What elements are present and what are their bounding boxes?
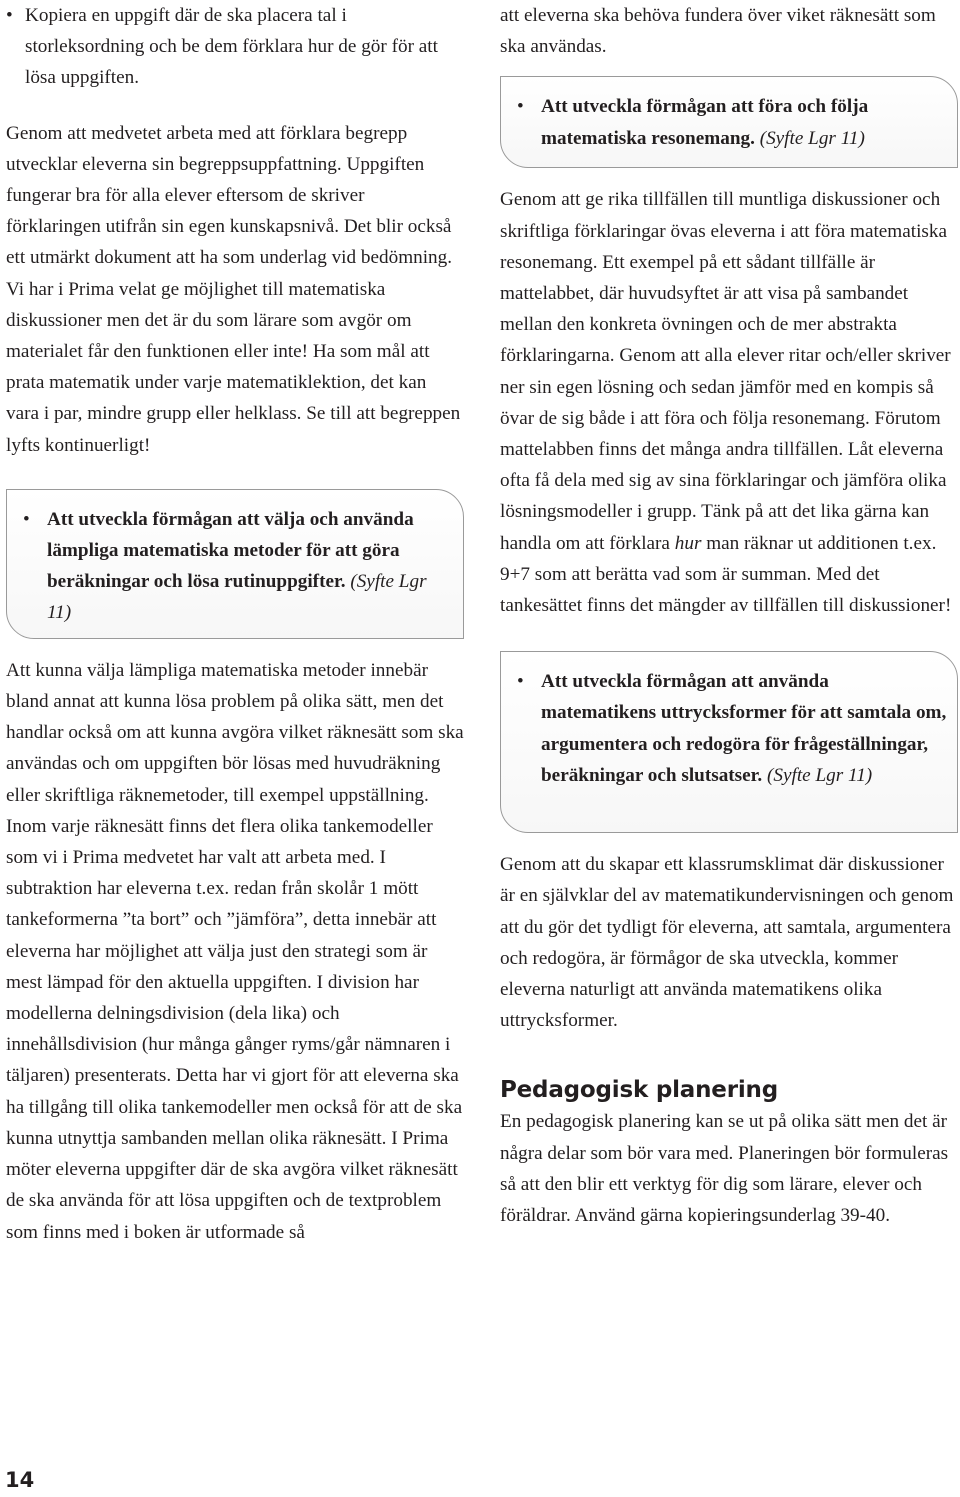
page-number: 14	[5, 1468, 35, 1492]
right-column	[500, 0, 960, 1231]
paragraph-reasoning-start: Genom att ge rika tillfällen till muntliga diskussioner och skriftliga förklaringar övas eleverna i att föra matematiska resonemang. Ett exempel på ett sådant tillfälle är mattelabbet, där huvudsyftet är att visa på sambandet mellan den konkreta övningen och de mer abstrakta förklaringarna. Genom att alla elever ritar och/eller skriver ner sin egen lösning och sedan jämför med en kompis så övar de sig både i att föra och följa resonemang. Förutom mattelabben finns det många andra tillfällen. Låt eleverna ofta få dela med sig av sina förklaringar och jämföra olika lösningsmodeller i grupp. Tänk på att det lika gärna kan handla om att förklara	[500, 189, 951, 554]
paragraph-concepts: Genom att medvetet arbeta med att förklara begrepp utvecklar eleverna sin begreppsuppfattning. Uppgiften fungerar bra för alla elever eftersom de skriver förklaringen utifrån sin egen kunskapsnivå. Det blir också ett utmärkt dokument att ha som underlag vid bedömning.	[6, 122, 453, 269]
goal-methods-reference: (Syfte Lgr 11)	[47, 571, 427, 624]
paragraph-classroom: Genom att du skapar ett klassrumsklimat där diskussioner är en självklar del av matematikundervisningen och genom att du gör det tydligt för eleverna, att samtala, argumentera och redogöra, är förmågor de ska utveckla, kommer eleverna naturligt att använda matematikens olika uttrycksformer.	[500, 854, 954, 1032]
section-heading: Pedagogisk planering	[500, 1077, 778, 1104]
paragraph-continued: att eleverna ska behöva fundera över viket räknesätt som ska användas.	[500, 5, 936, 58]
goal-reasoning-reference: (Syfte Lgr 11)	[759, 127, 865, 149]
paragraph-reasoning-emphasis: hur	[674, 532, 702, 554]
goal-reasoning-text	[501, 91, 947, 153]
goal-methods-title: Att utveckla förmågan att välja och använda lämpliga matematiska metoder för att göra beräkningar och lösa rutinuppgifter.	[47, 508, 414, 593]
goal-expressions-title: Att utveckla förmågan att använda matematikens uttrycksformer för att samtala om, argumentera och redogöra för frågeställningar, beräkningar och slutsatser.	[541, 671, 947, 786]
goal-reasoning-title: Att utveckla förmågan att föra och följa matematiska resonemang.	[541, 96, 869, 149]
intro-bullet: • Kopiera en uppgift där de ska placera tal i storleksordning och be dem förklara hur de gör för att lösa uppgiften.	[6, 0, 464, 94]
goal-expressions-text	[501, 666, 947, 791]
goal-expressions-reference: (Syfte Lgr 11)	[767, 764, 873, 786]
paragraph-discussions: Vi har i Prima velat ge möjlighet till matematiska diskussioner men det är du som lärare som avgör om materialet får den funktionen eller inte! Ha som mål att prata matematik under varje matematiklektion, det kan vara i par, mindre grupp eller helklass. Se till att begreppen lyfts kontinuerligt!	[6, 278, 461, 456]
paragraph-methods: Att kunna välja lämpliga matematiska metoder innebär bland annat att kunna lösa problem på olika sätt, men det handlar också om att kunna avgöra vilket räknesätt som ska användas och om uppgiften bör lösas med huvudräkning eller skriftliga räknemetoder, till exempel uppställning. Inom varje räknesätt finns det flera olika tankemodeller som vi i Prima medvetet har valt att arbeta med. I subtraktion har eleverna t.ex. redan från skolår 1 mött tankeformerna ”ta bort” och ”jämföra”, detta innebär att eleverna har möjlighet att välja just den strategi som är mest lämpad för den aktuella uppgiften. I division har modellerna delningsdivision (dela lika) och innehållsdivision (hur många gånger ryms/går nämnaren i täljaren) presenterats. Detta har vi gjort för att eleverna ska ha tillgång till olika tankemodeller men också för att de ska kunna utnyttja sambanden mellan olika räknesätt. I Prima möter eleverna uppgifter där de ska avgöra vilket räknesätt de ska använda för att lösa uppgiften och de textproblem som finns med i boken är utformade så	[6, 659, 464, 1243]
paragraph-reasoning-end: man räknar ut additionen t.ex. 9+7 som att berätta vad som är summan. Med det tankesättet finns det mängder av tillfällen till diskussioner!	[500, 532, 952, 617]
paragraph-reasoning	[500, 184, 960, 621]
goal-box-reasoning	[500, 76, 958, 168]
left-column	[6, 0, 464, 1248]
goal-box-expressions	[500, 651, 958, 833]
goal-box-methods	[6, 489, 464, 639]
paragraph-planning: En pedagogisk planering kan se ut på olika sätt men det är några delar som bör vara med. Planeringen bör formuleras så att den blir ett verktyg för dig som lärare, elever och föräldrar. Använd gärna kopieringsunderlag 39-40.	[500, 1111, 949, 1227]
goal-methods-text	[7, 504, 453, 629]
